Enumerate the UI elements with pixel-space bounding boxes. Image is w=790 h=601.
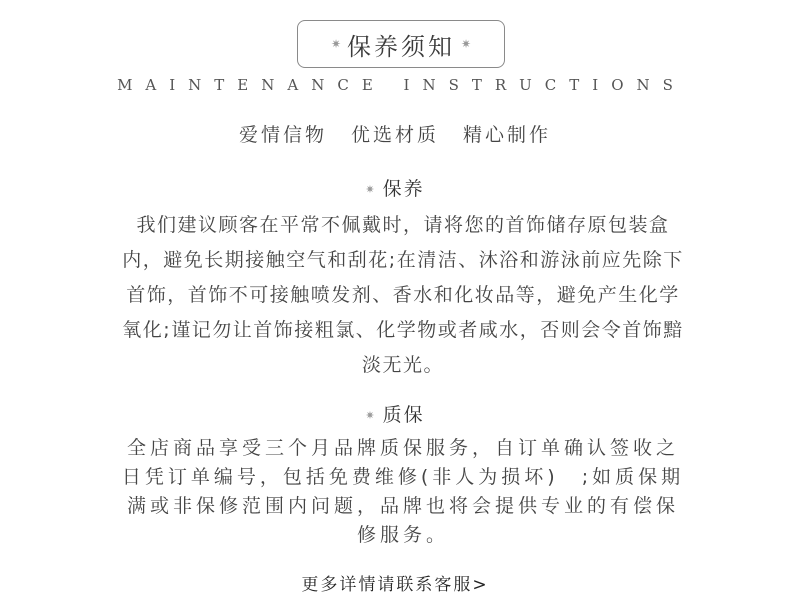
care-paragraph: 我们建议顾客在平常不佩戴时，请将您的首饰储存原包装盒内，避免长期接触空气和刮花;在清洁、沐浴和游泳前应先除下首饰，首饰不可接触喷发剂、香水和化妆品等，避免产生化学氧化;谨记勿让首饰接粗氯、化学物或者咸水，否则会令首饰黯淡无光。	[122, 214, 684, 376]
warranty-section-title	[0, 400, 790, 427]
star-icon: ✷	[365, 183, 377, 196]
slogan-item: 优选材质	[350, 124, 439, 146]
slogan-item: 精心制作	[463, 124, 552, 146]
page-title: 保养须知	[347, 32, 455, 61]
contact-service-link[interactable]: 更多详情请联系客服>	[301, 575, 489, 595]
care-title-label: 保养	[382, 178, 425, 200]
star-icon: ✷	[461, 37, 472, 51]
star-icon: ✷	[330, 37, 341, 51]
subtitle-english: MAINTENANCE INSTRUCTIONS	[117, 76, 686, 94]
care-section-title	[0, 174, 790, 201]
warranty-paragraph: 全店商品享受三个月品牌质保服务，自订单确认签收之日凭订单编号，包括免费维修(非人为损坏) ;如质保期满或非保修范围内问题，品牌也将会提供专业的有偿保修服务。	[121, 437, 685, 546]
star-icon: ✷	[365, 409, 377, 422]
slogan	[0, 120, 790, 147]
title-box	[297, 20, 505, 68]
slogan-item: 爱情信物	[238, 124, 327, 146]
warranty-title-label: 质保	[382, 404, 425, 426]
